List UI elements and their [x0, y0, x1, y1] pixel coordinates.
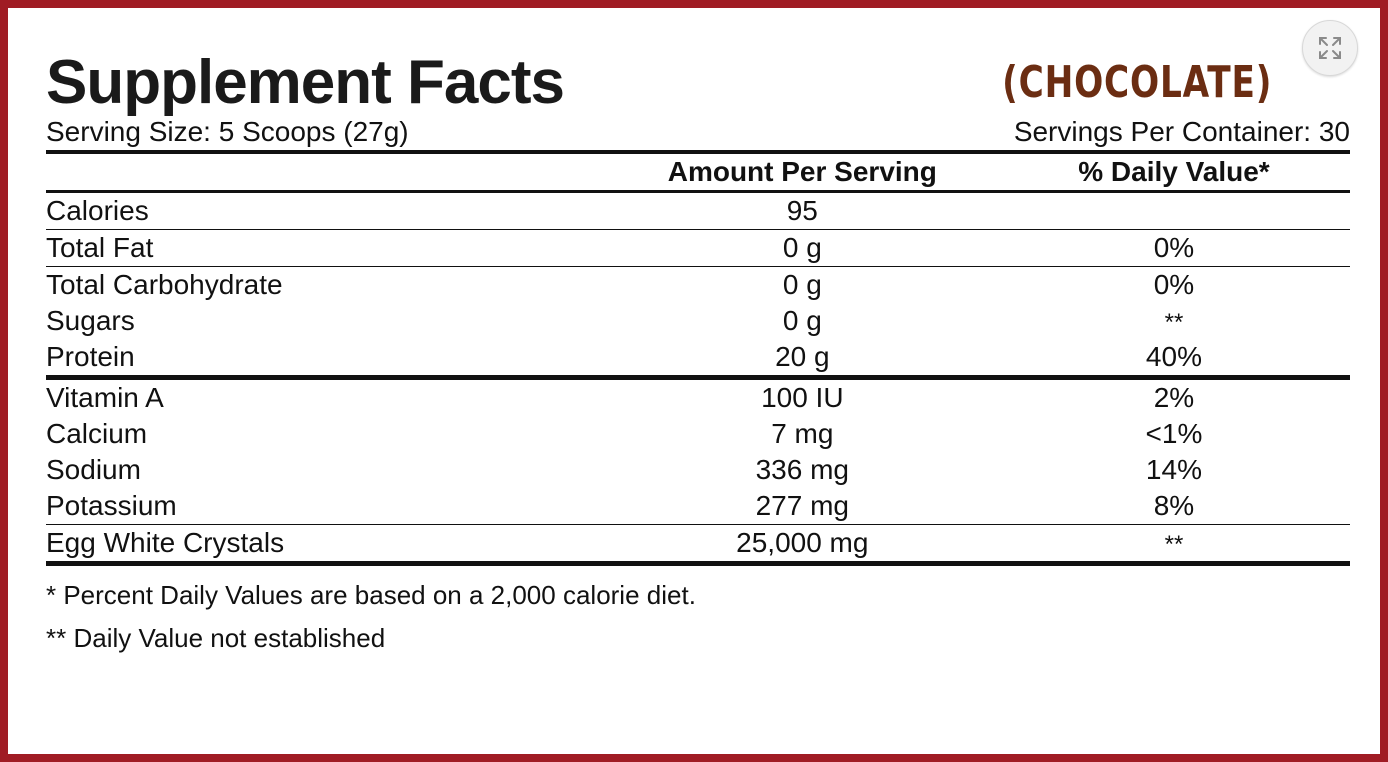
nutrient-name: Protein [46, 339, 607, 378]
table-row [46, 488, 1350, 525]
nutrient-daily-value: 40% [998, 339, 1350, 378]
nutrient-name: Total Fat [46, 230, 607, 267]
nutrient-daily-value: 8% [998, 488, 1350, 525]
page-title: Supplement Facts [46, 48, 564, 117]
nutrient-amount: 0 g [782, 269, 822, 300]
table-row [46, 267, 1350, 304]
label-content [8, 8, 1380, 754]
nutrient-name: Potassium [46, 488, 607, 525]
nutrient-name: Total Carbohydrate [46, 269, 283, 300]
serving-size: Serving Size: 5 Scoops (27g) [46, 116, 409, 147]
nutrient-name: Calcium [46, 418, 148, 449]
nutrient-amount: 336 mg [755, 454, 850, 485]
table-row [46, 339, 1350, 378]
column-header-amount: Amount Per Serving [607, 154, 998, 192]
footnote-daily-value: * Percent Daily Values are based on a 2,000 calorie diet. [46, 580, 696, 610]
nutrient-amount: 0 g [782, 305, 822, 336]
nutrient-name: Sugars [46, 305, 135, 336]
table-row [46, 230, 1350, 267]
table-row [46, 525, 1350, 564]
footnotes [46, 574, 1350, 660]
table-row [46, 452, 1350, 488]
nutrient-daily-value: 0% [1153, 269, 1195, 300]
table-row [46, 416, 1350, 452]
serving-info [46, 116, 1350, 154]
nutrient-daily-value: ** [998, 525, 1350, 564]
column-header-daily-value: % Daily Value* [998, 154, 1350, 192]
nutrient-amount: 20 g [607, 339, 998, 378]
table-row [46, 192, 1350, 230]
table-header-row [46, 154, 1350, 192]
nutrient-amount: 25,000 mg [607, 525, 998, 564]
nutrient-name: Calories [46, 192, 607, 230]
column-header-nutrient [46, 154, 607, 192]
nutrient-name: Vitamin A [46, 382, 164, 413]
flavor-name: (CHOCOLATE) [1001, 57, 1272, 108]
nutrient-amount: 7 mg [771, 418, 834, 449]
label-header [46, 22, 1350, 117]
servings-per-container: Servings Per Container: 30 [1013, 116, 1350, 147]
nutrient-daily-value: 2% [1153, 382, 1195, 413]
nutrient-amount: 277 mg [607, 488, 998, 525]
nutrient-daily-value [998, 192, 1350, 230]
nutrient-name: Sodium [46, 454, 141, 485]
nutrient-name: Egg White Crystals [46, 525, 607, 564]
table-row [46, 303, 1350, 339]
nutrient-daily-value: 14% [1145, 454, 1202, 485]
nutrition-table [46, 154, 1350, 566]
nutrient-daily-value: ** [1164, 309, 1184, 336]
nutrient-amount: 100 IU [761, 382, 844, 413]
nutrient-daily-value: 0% [998, 230, 1350, 267]
nutrient-amount: 0 g [607, 230, 998, 267]
nutrient-amount: 95 [607, 192, 998, 230]
table-row [46, 378, 1350, 417]
footnote-not-established: ** Daily Value not established [46, 622, 386, 653]
nutrient-daily-value: <1% [1145, 418, 1203, 449]
expand-arrows-icon[interactable] [1302, 20, 1358, 76]
